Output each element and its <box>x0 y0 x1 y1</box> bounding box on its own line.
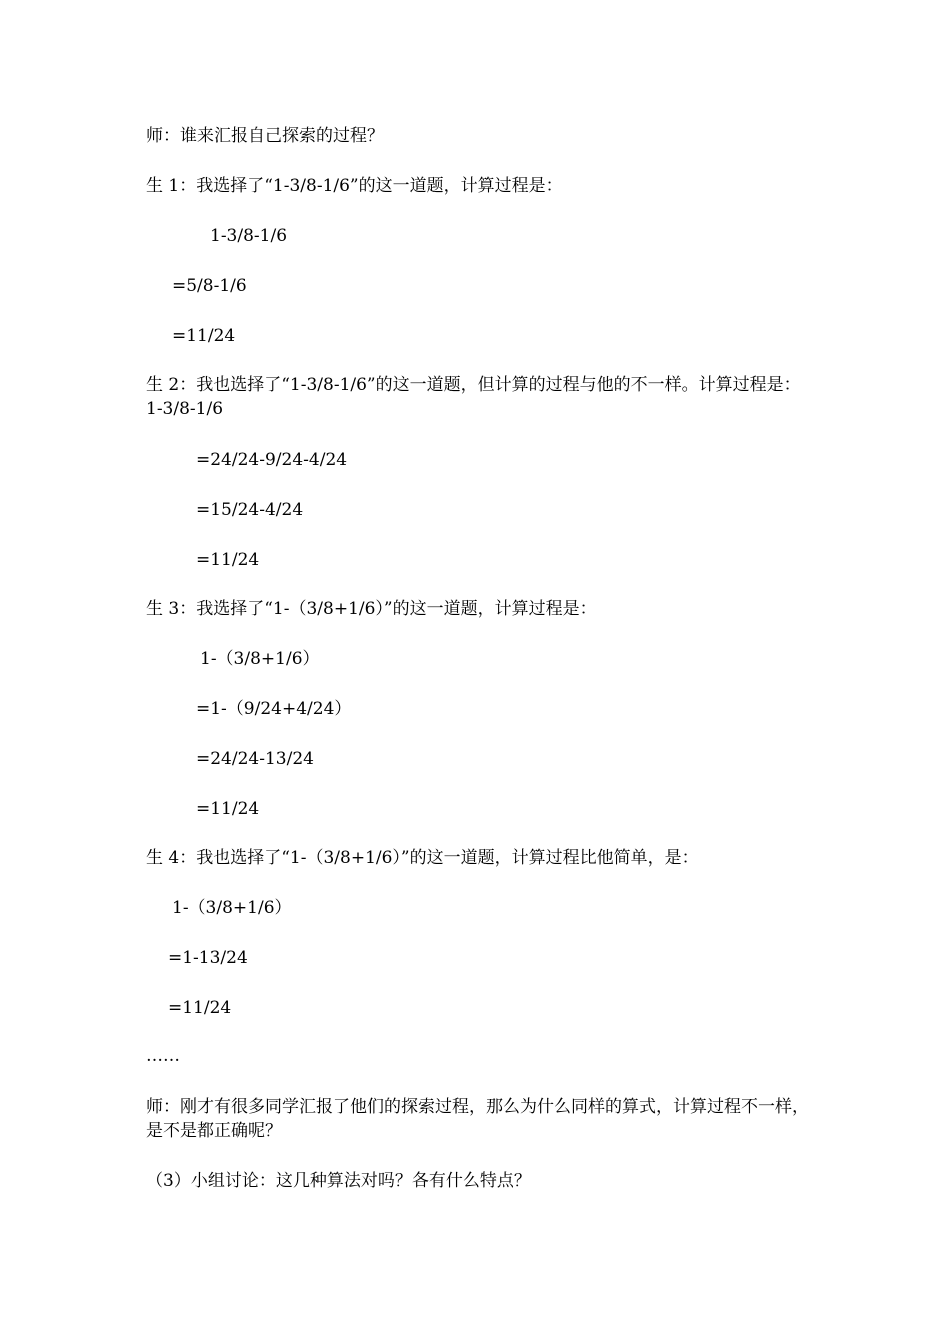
calc-line: =5/8-1/6 <box>172 276 247 296</box>
calc-line: =11/24 <box>168 998 232 1018</box>
teacher-comment: 师：刚才有很多同学汇报了他们的探索过程，那么为什么同样的算式，计算过程不一样，是不是都正确呢？ <box>146 1097 809 1141</box>
calc-line: 1-（3/8+1/6） <box>172 898 292 918</box>
calc-line: =1-（9/24+4/24） <box>196 699 352 719</box>
student-2-statement: 生 2：我也选择了“1-3/8-1/6”的这一道题，但计算的过程与他的不一样。计算过程是： 1-3/8-1/6 <box>146 375 801 419</box>
group-discussion: （3）小组讨论：这几种算法对吗？各有什么特点？ <box>146 1171 531 1191</box>
calc-line: =24/24-9/24-4/24 <box>196 450 348 470</box>
calc-line: =1-13/24 <box>168 948 248 968</box>
calc-line: =11/24 <box>172 326 236 346</box>
student-4-statement: 生 4：我也选择了“1-（3/8+1/6）”的这一道题，计算过程比他简单，是： <box>146 848 699 868</box>
student-3-statement: 生 3：我选择了“1-（3/8+1/6）”的这一道题，计算过程是： <box>146 599 597 619</box>
ellipsis: …… <box>146 1046 180 1066</box>
calc-line: =11/24 <box>196 550 260 570</box>
calc-line: 1-3/8-1/6 <box>210 226 288 246</box>
teacher-question: 师：谁来汇报自己探索的过程？ <box>146 126 384 146</box>
student-1-statement: 生 1：我选择了“1-3/8-1/6”的这一道题，计算过程是： <box>146 176 563 196</box>
calc-line: =24/24-13/24 <box>196 749 314 769</box>
calc-line: =15/24-4/24 <box>196 500 304 520</box>
calc-line: =11/24 <box>196 799 260 819</box>
calc-line: 1-（3/8+1/6） <box>200 649 320 669</box>
